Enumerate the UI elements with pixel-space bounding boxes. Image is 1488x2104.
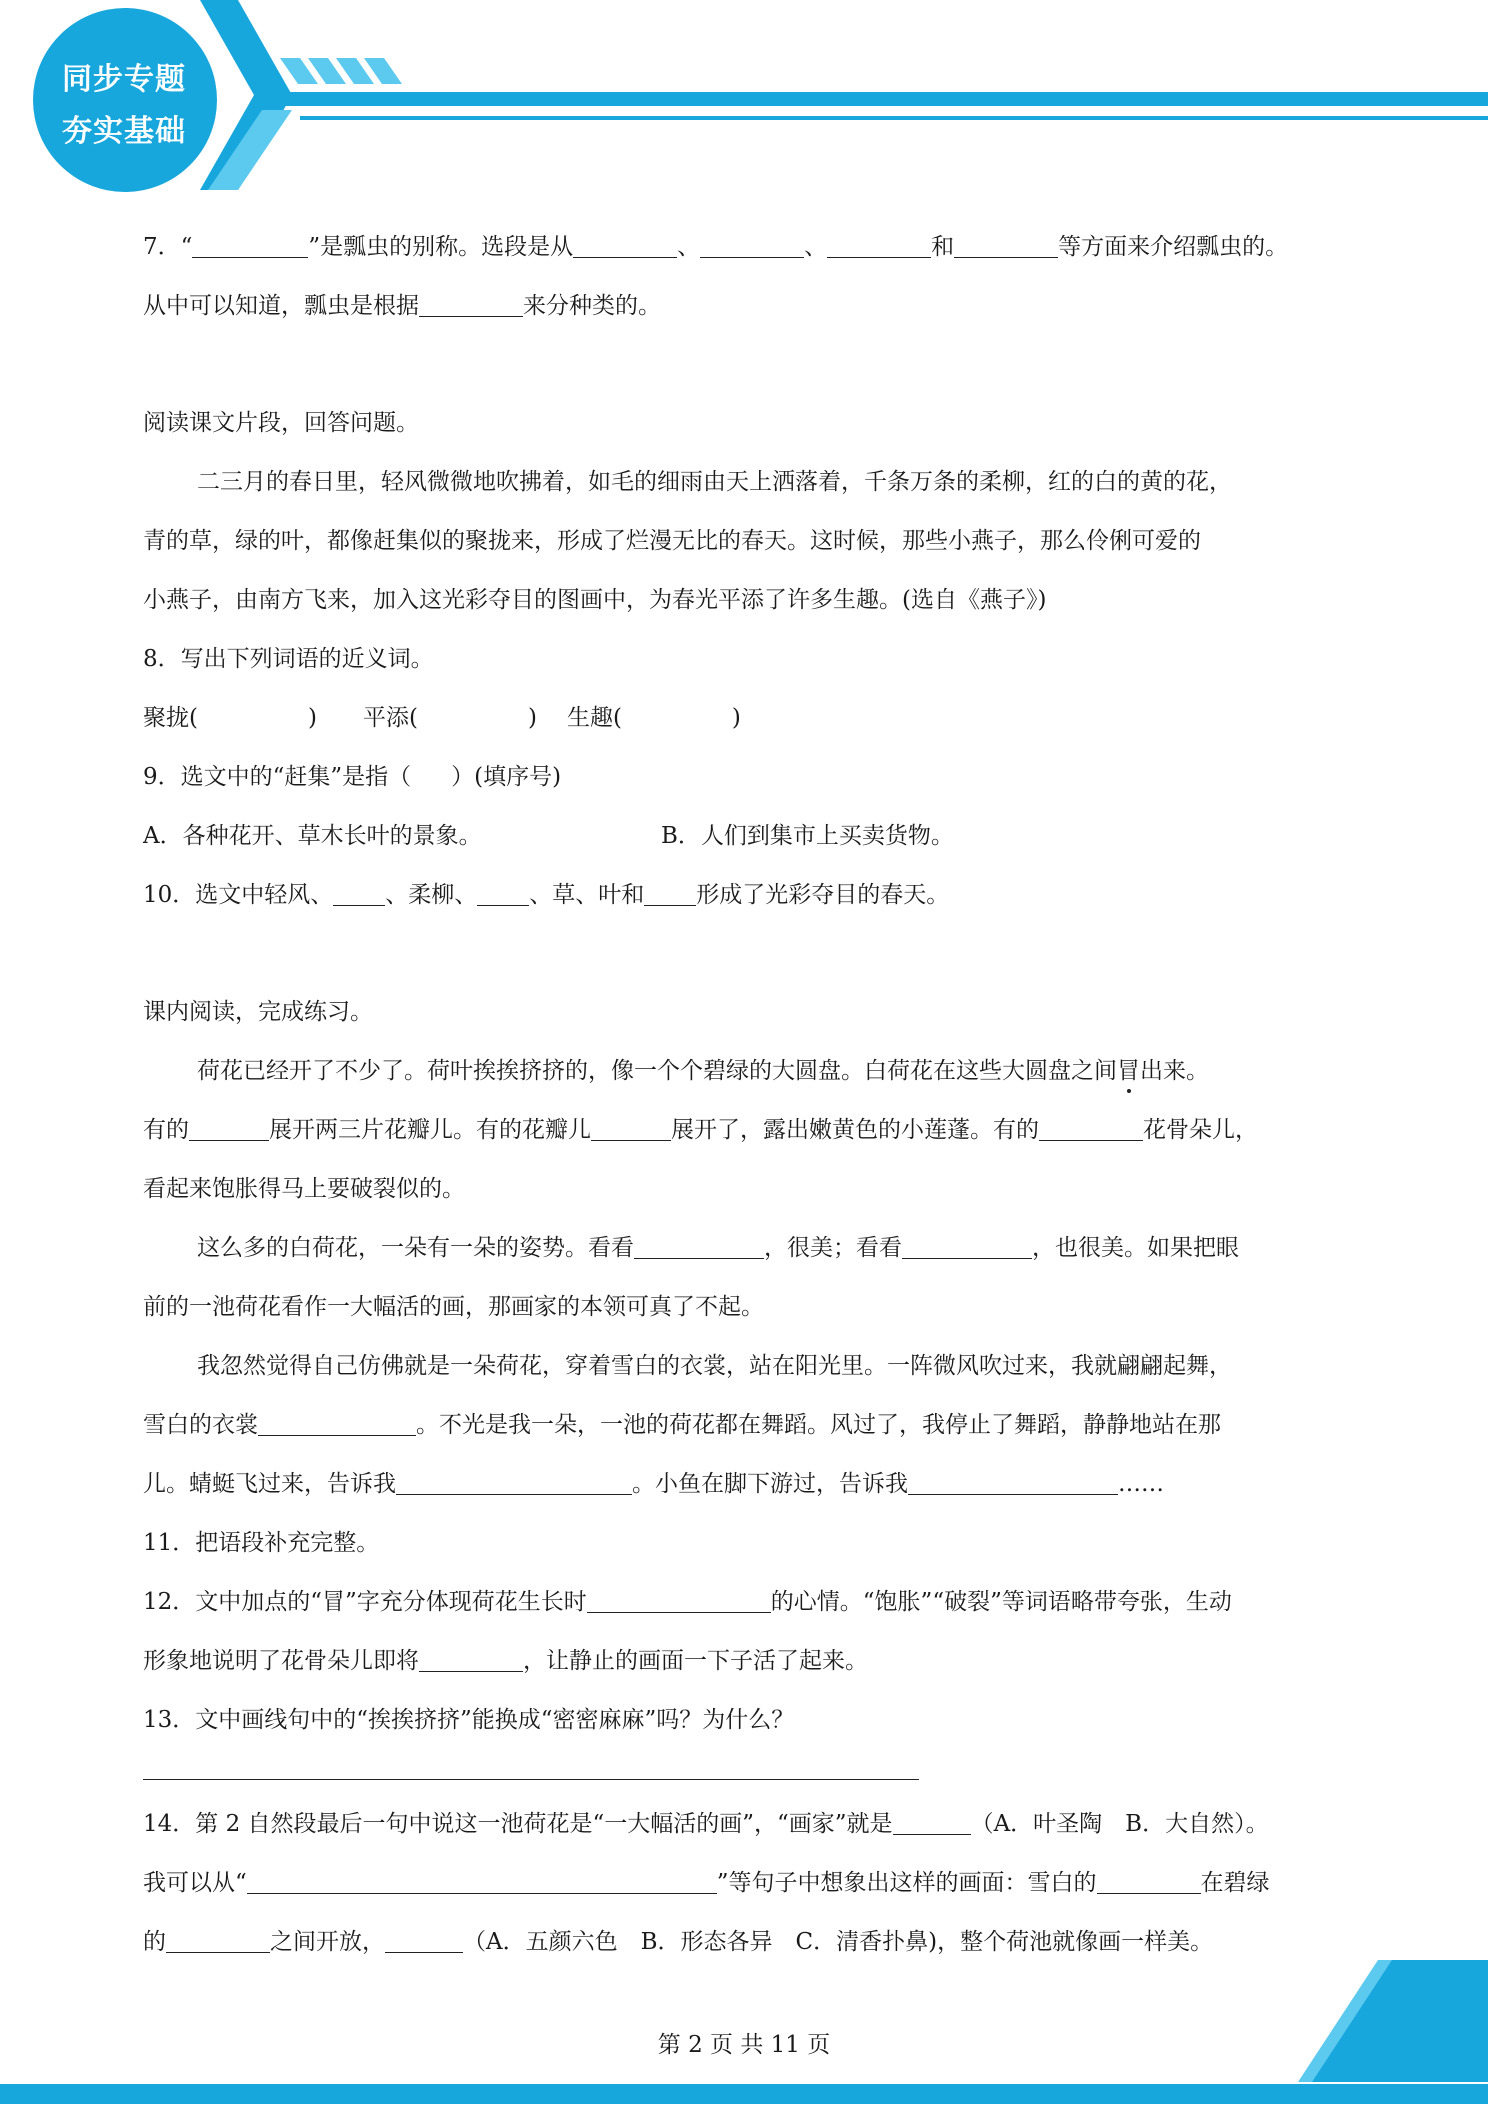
page-number: 第 2 页 共 11 页 [657,2032,831,2058]
q12-line-1: 12．文中加点的“冒”字充分体现荷花生长时 的心情。“饱胀”“破裂”等词语略带夸张，生动 [143,1589,1232,1615]
blank[interactable] [247,1871,717,1894]
q9-options [143,822,1345,851]
passage2-p3-line-1: 我忽然觉得自己仿佛就是一朵荷花，穿着雪白的衣裳，站在阳光里。一阵微风吹过来，我就翩翩起舞， [197,1353,1232,1379]
blank[interactable] [902,1236,1032,1259]
passage1-line-3: 小燕子，由南方飞来，加入这光彩夺目的图画中，为春光平添了许多生趣。(选自《燕子》) [143,587,1047,613]
q8-words: 聚拢( ) 平添( ) 生趣( ) [143,705,741,731]
q8-stem: 8．写出下列词语的近义词。 [143,646,434,672]
blank[interactable] [333,883,385,906]
blank[interactable] [419,1649,523,1672]
blank[interactable] [644,883,696,906]
q9-option-a[interactable]: A．各种花开、草木长叶的景象。 [143,823,482,849]
passage2-p1-line-2: 有的 展开两三片花瓣儿。有的花瓣儿 展开了，露出嫩黄色的小莲蓬。有的 花骨朵儿， [143,1117,1258,1143]
q9-option-b[interactable]: B．人们到集市上买卖货物。 [661,823,954,849]
blank[interactable] [908,1472,1118,1495]
passage2-p3-line-3: 儿。蜻蜓飞过来，告诉我 。小鱼在脚下游过，告诉我 …… [143,1471,1164,1497]
blank[interactable] [573,235,677,258]
q13-answer-line[interactable] [143,1779,919,1780]
blank[interactable] [827,235,931,258]
q10-stem: 10．选文中轻风、 、柔柳、 、草、叶和 形成了光彩夺目的春天。 [143,882,950,908]
passage1-line-1: 二三月的春日里，轻风微微地吹拂着，如毛的细雨由天上洒落着，千条万条的柔柳，红的白的黄的花， [197,469,1232,495]
blank[interactable] [419,294,523,317]
q7-line-1: 7．“ ”是瓢虫的别称。选段是从 、 、 和 等方面来介绍瓢虫的。 [143,234,1289,260]
blank[interactable] [192,235,308,258]
passage2-p3-line-2: 雪白的衣裳 。不光是我一朵，一池的荷花都在舞蹈。风过了，我停止了舞蹈，静静地站在那 [143,1412,1221,1438]
blank[interactable] [634,1236,764,1259]
q14-line-3: 的 之间开放， （A．五颜六色 B．形态各异 C．清香扑鼻)，整个荷池就像画一样美。 [143,1929,1214,1955]
q9-stem: 9．选文中的“赶集”是指（ ）(填序号) [143,764,562,790]
blank[interactable] [1097,1871,1201,1894]
q14-line-2: 我可以从“ ”等句子中想象出这样的画面：雪白的 在碧绿 [143,1870,1270,1896]
blank[interactable] [396,1472,632,1495]
passage1-intro: 阅读课文片段，回答问题。 [143,410,419,436]
blank[interactable] [893,1812,971,1835]
passage2-intro: 课内阅读，完成练习。 [143,999,373,1025]
q11-stem: 11．把语段补充完整。 [143,1530,380,1556]
passage2-p1-line-3: 看起来饱胀得马上要破裂似的。 [143,1176,465,1202]
blank[interactable] [189,1118,269,1141]
header-bottom-bar [300,116,1488,120]
q14-line-1: 14．第 2 自然段最后一句中说这一池荷花是“一大幅活的画”，“画家”就是 （A．叶圣陶 B．大自然）。 [143,1811,1269,1837]
footer-bar [0,2084,1488,2104]
blank[interactable] [477,883,529,906]
blank[interactable] [258,1413,416,1436]
passage1-line-2: 青的草，绿的叶，都像赶集似的聚拢来，形成了烂漫无比的春天。这时候，那些小燕子，那么伶俐可爱的 [143,528,1201,554]
passage2-p2-line-2: 前的一池荷花看作一大幅活的画，那画家的本领可真了不起。 [143,1294,764,1320]
badge-line-1: 同步专题 [62,62,186,97]
q12-line-2: 形象地说明了花骨朵儿即将 ，让静止的画面一下子活了起来。 [143,1648,868,1674]
q13-stem: 13．文中画线句中的“挨挨挤挤”能换成“密密麻麻”吗？为什么？ [143,1707,795,1733]
blank[interactable] [591,1118,671,1141]
header-top-bar [270,92,1488,106]
blank[interactable] [700,235,804,258]
passage2-p1-line-1: 荷花已经开了不少了。荷叶挨挨挤挤的，像一个个碧绿的大圆盘。白荷花在这些大圆盘之间冒出来。 [197,1058,1209,1084]
blank[interactable] [587,1590,771,1613]
blank[interactable] [954,235,1058,258]
header-badge-circle [33,8,217,192]
passage2-p2-line-1: 这么多的白荷花，一朵有一朵的姿势。看看 ，很美；看看 ，也很美。如果把眼 [197,1235,1239,1261]
blank[interactable] [1039,1118,1143,1141]
document-body [143,210,1345,1957]
badge-line-2: 夯实基础 [62,114,186,149]
q7-line-2: 从中可以知道，瓢虫是根据 来分种类的。 [143,293,661,319]
header-banner [0,0,1488,200]
emphasis-dot-char: 冒 [1117,1058,1140,1084]
